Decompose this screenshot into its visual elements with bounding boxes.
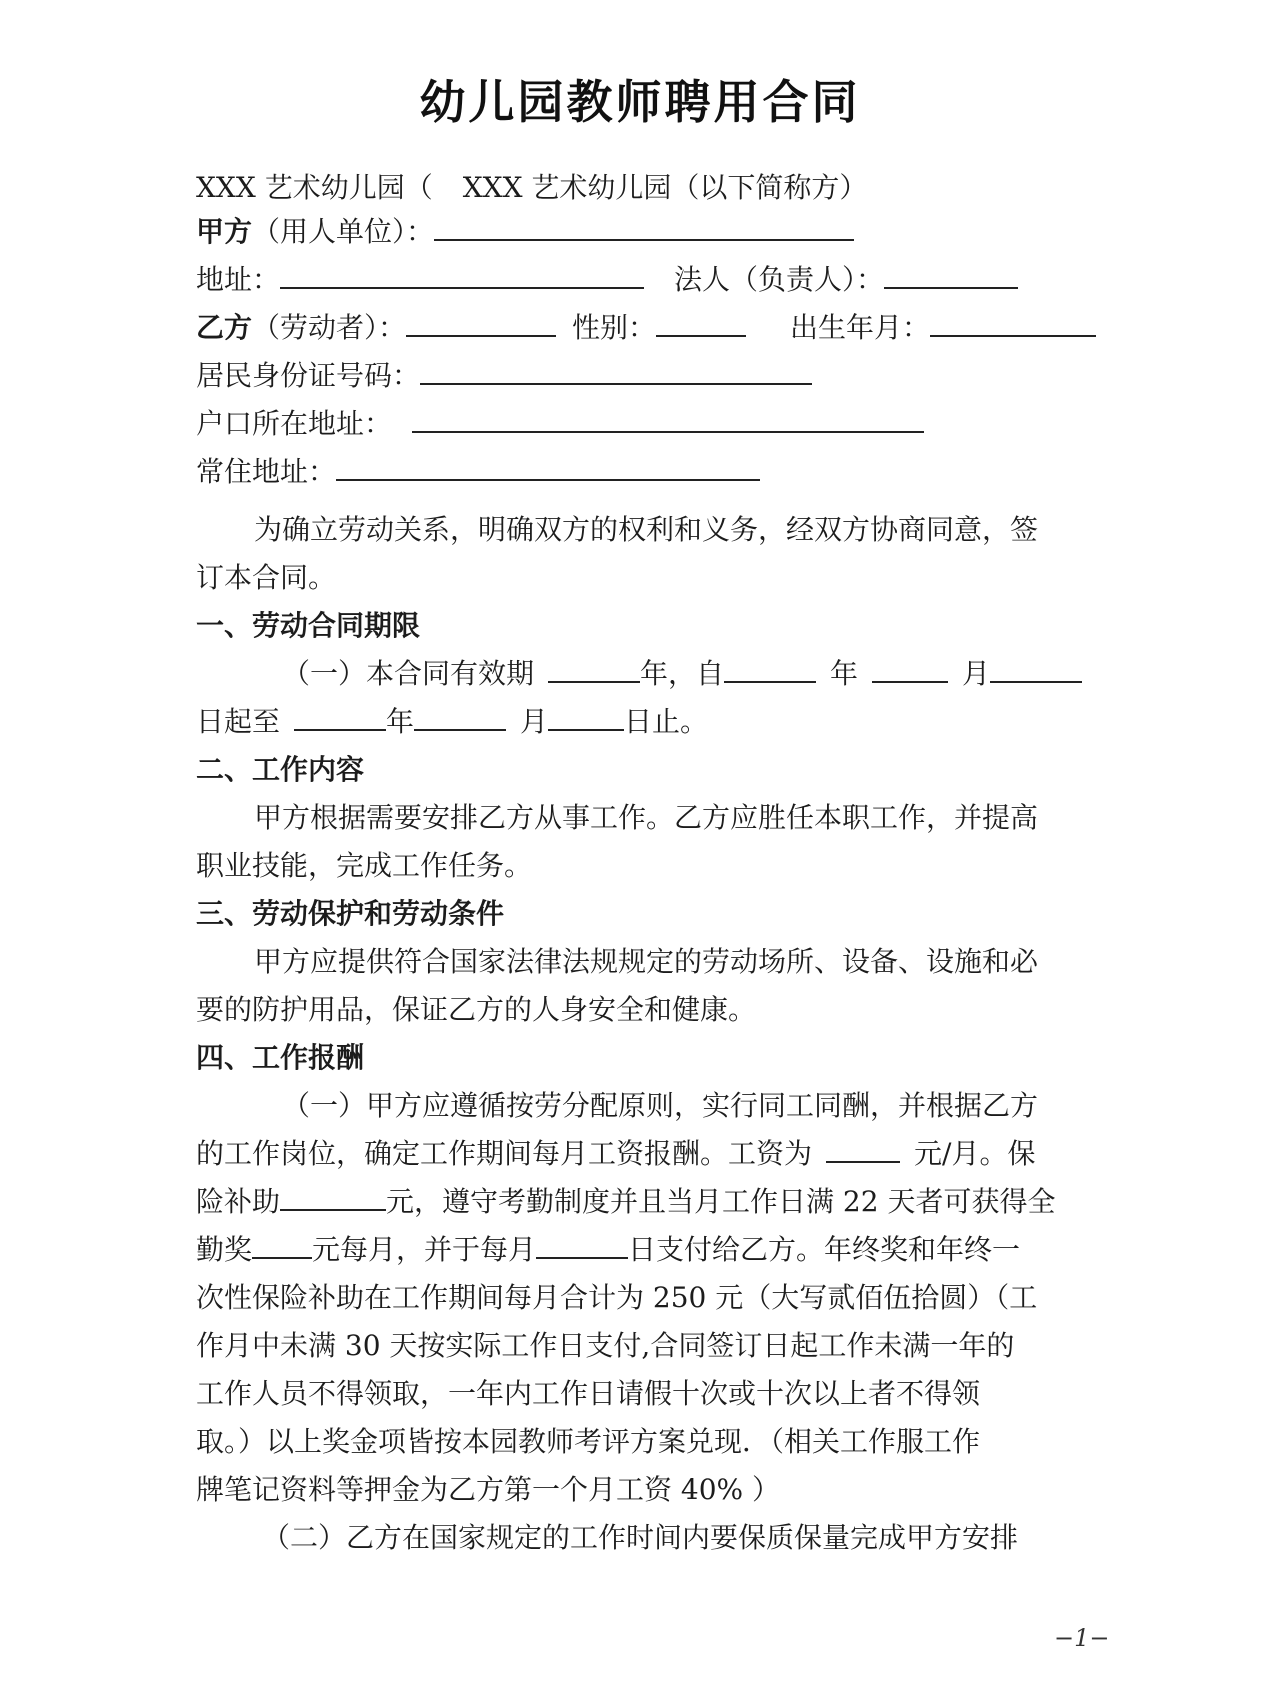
bonus-field[interactable] — [252, 1231, 312, 1259]
intro-line-1: 为确立劳动关系，明确双方的权利和义务，经双方协商同意，签 — [254, 513, 1039, 546]
birth-field[interactable] — [930, 309, 1096, 337]
end-day-field[interactable] — [548, 703, 624, 731]
pay-line-4 — [196, 1230, 1020, 1270]
term-years-field[interactable] — [548, 655, 640, 683]
salary-text: 的工作岗位，确定工作期间每月工资报酬。工资为 — [196, 1137, 813, 1170]
gender-field[interactable] — [656, 309, 746, 337]
address-line — [196, 260, 1018, 300]
work-content-line-1: 甲方根据需要安排乙方从事工作。乙方应胜任本职工作，并提高 — [254, 801, 1039, 834]
pay-line-5: 次性保险补助在工作期间每月合计为 250 元（大写贰佰伍拾圆）（工 — [196, 1281, 1038, 1314]
party-a-field[interactable] — [434, 213, 854, 241]
legal-person-field[interactable] — [884, 261, 1018, 289]
salary-field[interactable] — [826, 1135, 900, 1163]
work-content-line-2: 职业技能，完成工作任务。 — [196, 849, 533, 882]
end-day-unit: 日止。 — [624, 705, 709, 738]
labor-protection-line-1: 甲方应提供符合国家法律法规规定的劳动场所、设备、设施和必 — [254, 945, 1039, 978]
gender-label: 性别： — [572, 311, 657, 344]
section-3-heading: 三、劳动保护和劳动条件 — [196, 897, 505, 930]
start-day-field[interactable] — [990, 655, 1082, 683]
school-name-line — [196, 168, 867, 208]
start-year-field[interactable] — [724, 655, 816, 683]
start-year-unit: 年 — [830, 657, 859, 690]
end-month-field[interactable] — [414, 703, 506, 731]
pay-line-9: 牌笔记资料等押金为乙方第一个月工资 40% ） — [196, 1473, 781, 1506]
pay-line-1: （一）甲方应遵循按劳分配原则，实行同工同酬，并根据乙方 — [282, 1089, 1039, 1122]
id-number-field[interactable] — [420, 357, 812, 385]
term-validity-text: （一）本合同有效期 — [282, 657, 535, 690]
legal-person-label: 法人（负责人）： — [674, 263, 885, 296]
pay-line-3 — [196, 1182, 1055, 1222]
party-b-field[interactable] — [406, 309, 556, 337]
residence-label: 常住地址： — [196, 455, 337, 488]
pay-line-6: 作月中未满 30 天按实际工作日支付,合同签订日起工作未满一年的 — [196, 1329, 1015, 1362]
address-label: 地址： — [196, 263, 281, 296]
hukou-line — [196, 404, 924, 444]
party-b-label: 乙方 — [196, 311, 253, 344]
residence-line — [196, 452, 760, 492]
address-field[interactable] — [280, 261, 644, 289]
section-2-heading: 二、工作内容 — [196, 753, 365, 786]
pay-line-10: （二）乙方在国家规定的工作时间内要保质保量完成甲方安排 — [262, 1521, 1019, 1554]
intro-line-2: 订本合同。 — [196, 561, 337, 594]
insurance-text: 险补助 — [196, 1185, 281, 1218]
end-year-field[interactable] — [294, 703, 386, 731]
section-4-heading: 四、工作报酬 — [196, 1041, 365, 1074]
end-year-unit: 年 — [386, 705, 415, 738]
start-month-field[interactable] — [872, 655, 948, 683]
section-1-heading: 一、劳动合同期限 — [196, 609, 421, 642]
id-number-label: 居民身份证号码： — [196, 359, 421, 392]
salary-unit: 元/月。保 — [914, 1137, 1036, 1170]
insurance-field[interactable] — [280, 1183, 386, 1211]
term-line-1 — [282, 654, 1082, 694]
pay-day-text: 日支付给乙方。年终奖和年终一 — [628, 1233, 1021, 1266]
pay-day-field[interactable] — [536, 1231, 628, 1259]
start-month-unit: 月 — [962, 657, 991, 690]
hukou-field[interactable] — [412, 405, 924, 433]
party-a-line — [196, 212, 854, 252]
term-until-text: 日起至 — [196, 705, 281, 738]
bonus-text: 勤奖 — [196, 1233, 253, 1266]
term-line-2 — [196, 702, 708, 742]
hukou-label: 户口所在地址： — [196, 407, 393, 440]
end-month-unit: 月 — [520, 705, 549, 738]
party-a-desc: （用人单位）： — [252, 215, 435, 248]
pay-line-8: 取。）以上奖金项皆按本园教师考评方案兑现．（相关工作服工作 — [196, 1425, 981, 1458]
monthly-text: 元每月，并于每月 — [312, 1233, 537, 1266]
residence-field[interactable] — [336, 453, 760, 481]
labor-protection-line-2: 要的防护用品，保证乙方的人身安全和健康。 — [196, 993, 757, 1026]
party-b-desc: （劳动者）： — [252, 311, 407, 344]
pay-line-7: 工作人员不得领取，一年内工作日请假十次或十次以上者不得领 — [196, 1377, 981, 1410]
party-b-line — [196, 308, 1096, 348]
school-name-a: XXX 艺术幼儿园（ — [196, 171, 433, 204]
party-a-label: 甲方 — [196, 215, 253, 248]
document-title: 幼儿园教师聘用合同 — [419, 75, 861, 129]
term-from-text: 年，自 — [640, 657, 725, 690]
id-number-line — [196, 356, 812, 396]
page-number: −1− — [1054, 1624, 1110, 1652]
pay-line-2 — [196, 1134, 1035, 1174]
school-name-b: XXX 艺术幼儿园（以下简称方） — [462, 171, 868, 204]
birth-label: 出生年月： — [790, 311, 931, 344]
attendance-text: 元，遵守考勤制度并且当月工作日满 22 天者可获得全 — [386, 1185, 1056, 1218]
